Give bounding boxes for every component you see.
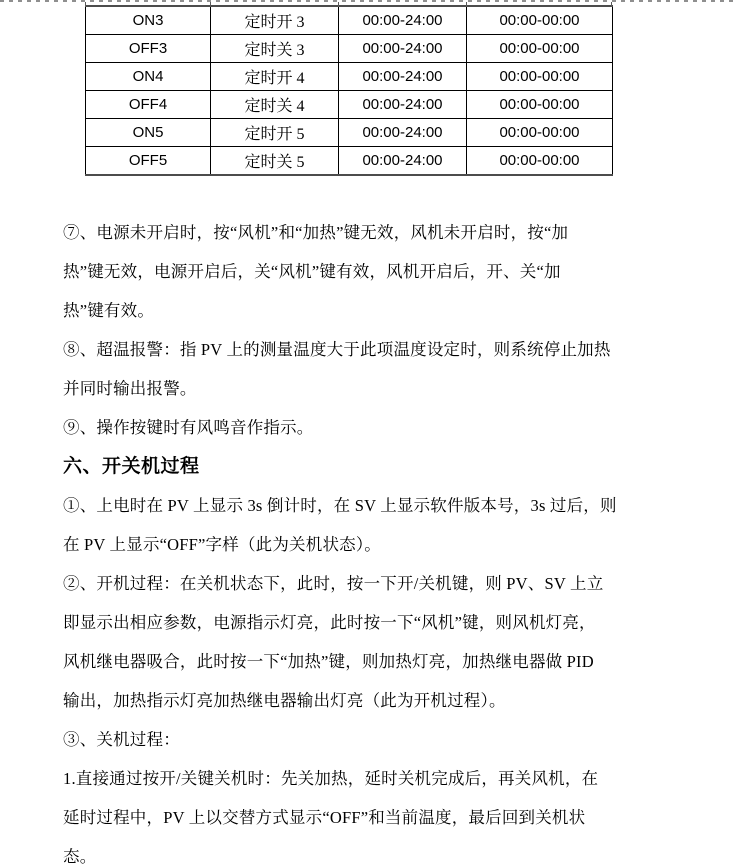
text-line: 热”键有效。: [63, 301, 155, 320]
cell-code: ON5: [86, 119, 211, 147]
table-gridline-stub: [466, 2, 467, 7]
cell-value: 00:00-00:00: [467, 147, 613, 176]
cell-value: 00:00-00:00: [467, 35, 613, 63]
text-line: 态。: [63, 847, 97, 866]
cell-label: 定时开 4: [211, 63, 339, 91]
cell-range: 00:00-24:00: [339, 91, 467, 119]
timer-table-grid: [85, 5, 613, 176]
table-row: [86, 91, 613, 119]
table-gridline-stub: [611, 2, 612, 7]
text-line: ⑨、操作按键时有风鸣音作指示。: [63, 418, 314, 437]
cell-value: 00:00-00:00: [467, 6, 613, 35]
table-gridline-stub: [85, 2, 86, 7]
cell-value: 00:00-00:00: [467, 63, 613, 91]
section-heading: 六、开关机过程: [63, 456, 200, 477]
table-row: [86, 35, 613, 63]
table-row: [86, 147, 613, 176]
text-line: 即显示出相应参数，电源指示灯亮，此时按一下“风机”键，则风机灯亮，: [63, 613, 596, 632]
cell-label: 定时开 3: [211, 6, 339, 35]
cell-code: ON4: [86, 63, 211, 91]
cell-label: 定时关 4: [211, 91, 339, 119]
cell-value: 00:00-00:00: [467, 119, 613, 147]
text-line: ⑧、超温报警：指 PV 上的测量温度大于此项温度设定时，则系统停止加热: [63, 340, 611, 359]
text-line: ②、开机过程：在关机状态下，此时，按一下开/关机键，则 PV、SV 上立: [63, 574, 604, 593]
cell-code: OFF5: [86, 147, 211, 176]
text-line: 输出，加热指示灯亮加热继电器输出灯亮（此为开机过程）。: [63, 691, 506, 710]
table-row: [86, 63, 613, 91]
cropped-row-remnant: [0, 0, 738, 2]
document-text: [63, 213, 683, 868]
cell-code: OFF4: [86, 91, 211, 119]
text-line: ①、上电时在 PV 上显示 3s 倒计时，在 SV 上显示软件版本号，3s 过后，则: [63, 496, 617, 515]
cell-code: OFF3: [86, 35, 211, 63]
table-gridline-stub: [338, 2, 339, 7]
text-line: 延时过程中，PV 上以交替方式显示“OFF”和当前温度，最后回到关机状: [63, 808, 586, 827]
text-line: 1.直接通过按开/关键关机时：先关加热，延时关机完成后，再关风机，在: [63, 769, 599, 788]
text-line: 风机继电器吸合，此时按一下“加热”键，则加热灯亮，加热继电器做 PID: [63, 652, 594, 671]
cell-label: 定时关 5: [211, 147, 339, 176]
cell-label: 定时开 5: [211, 119, 339, 147]
table-gridline-stub: [210, 2, 211, 7]
table-row: [86, 119, 613, 147]
cell-code: ON3: [86, 6, 211, 35]
text-line: 在 PV 上显示“OFF”字样（此为关机状态）。: [63, 535, 382, 554]
text-line: 热”键无效，电源开启后，关“风机”键有效，风机开启后，开、关“加: [63, 262, 561, 281]
cell-range: 00:00-24:00: [339, 147, 467, 176]
text-line: 并同时输出报警。: [63, 379, 197, 398]
text-line: ⑦、电源未开启时，按“风机”和“加热”键无效，风机未开启时，按“加: [63, 223, 569, 242]
cell-range: 00:00-24:00: [339, 119, 467, 147]
timer-table: [85, 5, 613, 176]
cell-range: 00:00-24:00: [339, 6, 467, 35]
cell-label: 定时关 3: [211, 35, 339, 63]
cell-value: 00:00-00:00: [467, 91, 613, 119]
cell-range: 00:00-24:00: [339, 35, 467, 63]
cell-range: 00:00-24:00: [339, 63, 467, 91]
text-line: ③、关机过程：: [63, 730, 180, 749]
table-row: [86, 6, 613, 35]
